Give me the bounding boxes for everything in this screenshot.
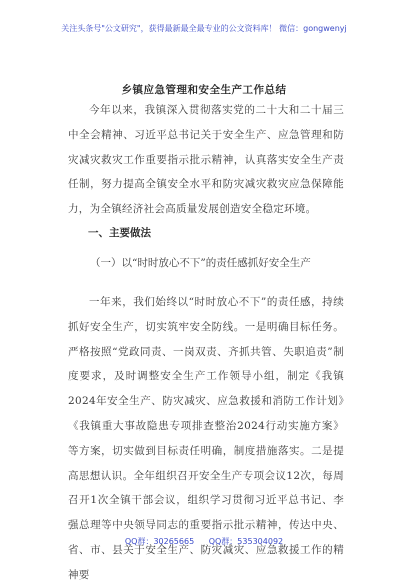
body-paragraph: 一年来，我们始终以“时时放心不下”的责任感，持续抓好安全生产，切实筑牢安全防线。一是明确目标任务。严格按照“党政同责、一岗双责、齐抓共管、失职追责”制度要求，及时调整安全生产工作领导小组，制定《我镇2024年安全生产、防灾减灾、应急救援和消防工作计划》《我镇重大事故隐患专项排查整治2024行动实施方案》等方案，切实做到目标责任明确，制度措施落实。二是提高思想认识。全年组织召开安全生产专项会议12次，每周召开1次全镇干部会议，组织学习贯彻习近平总书记、李强总理等中央领导同志的重要指示批示精神，传达中央、省、市、县关于安全生产、防灾减灾、应急救援工作的精神要 — [68, 296, 344, 581]
footer-contacts — [0, 536, 408, 547]
header-banner: 关注头条号"公文研究"，获得最新最全最专业的公文资料库！ 微信：gongwenyj — [61, 24, 347, 33]
qq-group-2: QQ群：535304092 — [208, 537, 284, 546]
intro-paragraph: 今年以来，我镇深入贯彻落实党的二十大和二十届三中全会精神、习近平总书记关于安全生产、应急管理和防灾减灾救灾工作重要指示批示精神，认真落实安全生产责任制，努力提高全镇安全水平和防灾减灾救灾应急保障能力，为全镇经济社会高质量发展创造安全稳定环境。 — [68, 104, 344, 216]
section-heading: 一、主要做法 — [88, 227, 151, 239]
document-title: 乡镇应急管理和安全生产工作总结 — [121, 84, 287, 96]
qq-group-1: QQ群：30265665 — [124, 537, 195, 546]
subsection-heading: （一）以“时时放心不下”的责任感抓好安全生产 — [90, 257, 311, 269]
